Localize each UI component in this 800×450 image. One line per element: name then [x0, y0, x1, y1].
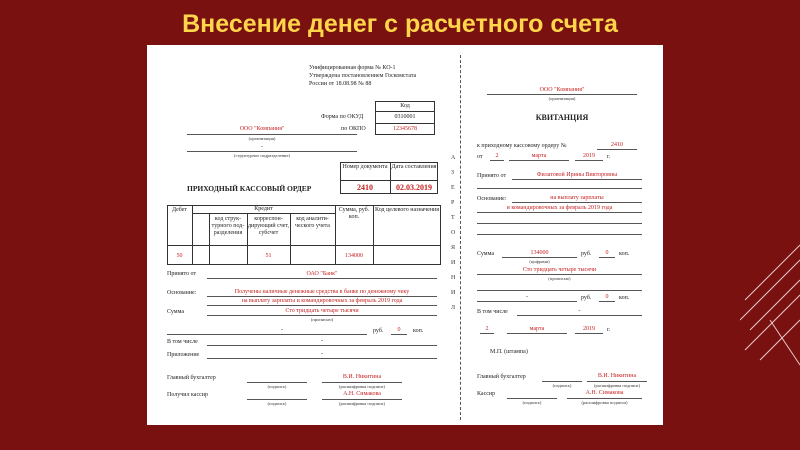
sum-rub-line [167, 334, 367, 335]
receipt-cashier-label: Кассир [477, 391, 496, 397]
cut-letter-4: Р [451, 200, 455, 206]
th-analytic: код аналити-ческого учета [295, 216, 330, 229]
subdivision-line [187, 151, 357, 152]
cut-line [460, 55, 461, 420]
cashier-sign-caption: (подпись) [267, 401, 287, 406]
th-corr: корреспон-дирующий счет, субсчет [247, 216, 290, 236]
receipt-kop-label-2: коп. [619, 295, 630, 301]
codes-divider-1 [375, 111, 435, 112]
table-col-line-6 [373, 205, 374, 265]
receipt-received-label: Принято от [477, 173, 507, 179]
receipt-year: 2019 [583, 153, 595, 159]
received-from-value: ОАО "Банк" [306, 271, 338, 277]
year-suffix: г. [607, 154, 611, 160]
to-order-label: к приходному кассовому ордеру № [477, 143, 567, 149]
day-line [490, 160, 504, 161]
receipt-chief-decode-caption: (расшифровка подписи) [594, 383, 640, 388]
th-sum: Сумма, руб. коп. [338, 207, 370, 220]
table-header-line [167, 245, 441, 246]
received-from-line [207, 278, 437, 279]
organization-name: ООО "Компания" [239, 126, 285, 132]
receipt-order-number: 2410 [611, 142, 623, 148]
order-number-line [597, 149, 637, 150]
receipt-sum-words-line [477, 274, 642, 275]
receipt-sum-words: Сто тридцать четыре тысячи [522, 267, 597, 273]
form-header-line-3: России от 18.08.98 № 88 [309, 81, 372, 87]
receipt-rub-dash: - [526, 294, 528, 300]
sum-words: Сто тридцать четыре тысячи [285, 308, 359, 314]
receipt-chief-name-line [587, 381, 647, 382]
table-col-line-1 [192, 205, 193, 265]
document-page [147, 45, 663, 425]
receipt-kop-line-2 [599, 301, 615, 302]
basis-underline-1 [207, 296, 437, 297]
receipt-cashier-decode-caption: (расшифровка подписи) [581, 400, 628, 405]
cut-letter-1: А [451, 155, 456, 161]
day-line-2 [480, 333, 494, 334]
receipt-chief-name: В.И. Никитина [597, 373, 637, 379]
receipt-basis-underline-2 [477, 212, 642, 213]
cashier-decode-caption: (расшифровка подписи) [339, 401, 385, 406]
receipt-from-label: от [477, 154, 483, 160]
code-header: Код [400, 103, 410, 109]
subdivision-caption: (структурное подразделение) [234, 153, 290, 158]
receipt-organization: ООО "Компания" [539, 87, 585, 93]
doc-number: 2410 [357, 183, 373, 192]
basis-underline-2 [207, 305, 437, 306]
rub-label: руб. [373, 328, 384, 334]
th-purpose: Код целевого назначения [375, 207, 439, 213]
sum-rub-dash: - [281, 327, 283, 333]
receipt-sum-digits: 134000 [530, 250, 549, 256]
basis-line-1: Получены наличные денежные средства в банке по денежному чеку [234, 289, 410, 295]
chief-accountant-name: В.И. Никитина [342, 374, 382, 380]
cut-letter-10: И [451, 290, 456, 296]
okud-label: Форма по ОКУД [321, 114, 364, 120]
receipt-cashier-name: А.Н. Симакова [585, 390, 624, 396]
cashier-name: А.Н. Симакова [343, 391, 381, 397]
cut-letter-2: З [451, 170, 455, 176]
form-header-line-1: Унифицированная форма № КО-1 [309, 65, 396, 71]
receipt-title: КВИТАНЦИЯ [535, 113, 589, 122]
okpo-label: по ОКПО [341, 126, 366, 132]
doc-box-divider-h [340, 180, 438, 181]
month-line [509, 160, 569, 161]
month-line-2 [507, 333, 567, 334]
including-value: - [321, 338, 323, 344]
receipt-kop-value: 0 [605, 250, 609, 256]
receipt-received-from: Филатовой Ирины Викторовны [536, 172, 618, 178]
chief-sign-caption: (подпись) [267, 384, 287, 389]
okpo-value: 12345678 [393, 126, 417, 132]
sum-label: Сумма [167, 309, 184, 315]
receipt-rub-label-2: руб. [581, 295, 592, 301]
cashier-sign-line [247, 399, 307, 400]
receipt-received-line [512, 179, 642, 180]
cut-letter-6: О [451, 230, 456, 236]
receipt-basis-line-1: на выплату зарплаты [550, 195, 604, 201]
cashier-label: Получил кассир [167, 392, 208, 398]
form-header-line-2: Утверждена постановлением Госкомстата [309, 73, 417, 79]
receipt-words-line-2 [477, 290, 642, 291]
receipt-basis-line-2: и командировочных за февраль 2019 года [506, 205, 613, 211]
receipt-chief-sign-line [542, 381, 582, 382]
receipt-digits-caption: (цифрами) [529, 259, 550, 264]
receipt-kop-value-2: 0 [605, 294, 609, 300]
chief-sign-line [247, 382, 307, 383]
year-line [575, 160, 603, 161]
appendix-value: - [321, 351, 323, 357]
basis-label: Основание: [167, 290, 197, 296]
receipt-received-line-2 [477, 188, 642, 189]
td-debit: 50 [176, 253, 183, 259]
receipt-chief-label: Главный бухгалтер [477, 374, 526, 380]
decorative-lines [740, 240, 800, 370]
receipt-kop-label: коп. [619, 251, 630, 257]
th-credit: Кредит [254, 206, 273, 212]
doc-number-header: Номер документа [342, 164, 388, 170]
receipt-words-caption: (прописью) [548, 276, 571, 281]
td-corr: 51 [265, 253, 272, 259]
table-credit-line [192, 213, 335, 214]
received-from-label: Принято от [167, 271, 197, 277]
receipt-org-caption: (организация) [548, 96, 576, 101]
subdivision-value: - [261, 144, 263, 150]
including-line [207, 345, 437, 346]
basis-line-2: на выплату зарплаты и командировочных за февраль 2019 года [241, 298, 403, 304]
appendix-line [207, 358, 437, 359]
receipt-including-label: В том числе [477, 309, 508, 315]
organization-caption: (организация) [248, 136, 276, 141]
receipt-basis-underline-4 [477, 234, 642, 235]
year-line-2 [575, 333, 603, 334]
receipt-cashier-name-line [567, 398, 642, 399]
receipt-year-2: 2019 [583, 326, 595, 332]
doc-date: 02.03.2019 [396, 183, 432, 192]
receipt-org-line [487, 94, 637, 95]
appendix-label: Приложение [167, 352, 200, 358]
td-sum: 134000 [345, 253, 363, 259]
chief-name-line [322, 382, 402, 383]
th-debit: Дебет [171, 207, 188, 213]
receipt-basis-underline-1 [512, 202, 642, 203]
kop-label: коп. [413, 328, 424, 334]
receipt-cashier-sign-line [507, 398, 557, 399]
kop-line [391, 334, 407, 335]
receipt-sum-label: Сумма [477, 251, 494, 257]
receipt-chief-sign-caption: (подпись) [552, 383, 572, 388]
receipt-sum-digits-line [502, 257, 577, 258]
receipt-day-2: 2 [485, 326, 489, 332]
cut-letter-11: Л [451, 305, 456, 311]
kop-value: 0 [397, 327, 401, 333]
receipt-month: марта [531, 153, 547, 159]
cut-letter-7: Я [451, 245, 456, 251]
form-title: ПРИХОДНЫЙ КАССОВЫЙ ОРДЕР [187, 184, 312, 193]
receipt-including-value: - [578, 308, 581, 314]
slide-title: Внесение денег с расчетного счета [182, 10, 618, 38]
receipt-cashier-sign-caption: (подпись) [522, 400, 542, 405]
cut-letter-3: Е [451, 185, 455, 191]
sum-words-line [207, 315, 437, 316]
cut-letter-5: Т [451, 215, 455, 221]
stamp-label: М.П. (штампа) [490, 349, 528, 355]
receipt-day: 2 [495, 153, 499, 159]
cashier-name-line [322, 399, 402, 400]
including-label: В том числе [167, 339, 198, 345]
sum-words-caption: (прописью) [310, 317, 334, 322]
receipt-kop-line [599, 257, 615, 258]
doc-date-header: Дата составления [391, 164, 437, 170]
codes-divider-2 [375, 123, 435, 124]
receipt-basis-underline-3 [477, 223, 642, 224]
cut-letter-8: И [451, 260, 456, 266]
year-suffix-2: г. [607, 327, 611, 333]
cut-letter-9: Н [451, 275, 456, 281]
receipt-rub-label: руб. [581, 251, 592, 257]
receipt-basis-label: Основание: [477, 196, 507, 202]
receipt-rub-dash-line [477, 301, 577, 302]
organization-line [187, 134, 357, 135]
receipt-including-line [517, 315, 642, 316]
receipt-month-2: марта [529, 326, 545, 332]
th-struct: код струк-турного под-разделения [211, 216, 245, 236]
chief-decode-caption: (расшифровка подписи) [339, 384, 385, 389]
okud-value: 0310001 [394, 114, 416, 120]
chief-accountant-label: Главный бухгалтер [167, 375, 216, 381]
